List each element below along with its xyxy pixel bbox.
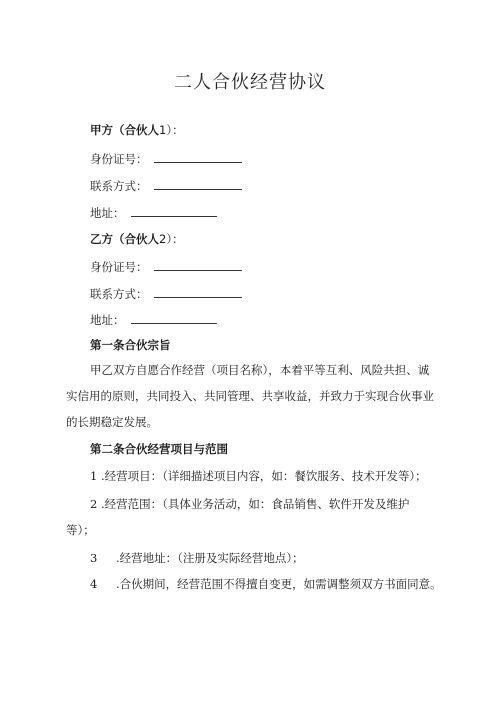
item-number: 4: [90, 577, 98, 591]
party-b-label-tail: 2）：: [159, 232, 184, 246]
item-text: 等）；: [66, 523, 95, 537]
party-b-label: 乙方（合伙人: [90, 232, 159, 246]
party-b-id-row: [90, 258, 242, 275]
item-number: 3: [90, 551, 98, 565]
item-text: .经营地址：（注册及实际经营地点）；: [116, 551, 304, 565]
party-b-address-field[interactable]: [131, 311, 217, 324]
article1-heading: 第一条合伙宗旨: [90, 338, 171, 352]
item-text: .经营项目：（详细描述项目内容，如：餐饮服务、技术开发等）；: [100, 469, 427, 483]
article2-item-2-continued: [66, 522, 95, 538]
article2-item-3: [90, 550, 304, 566]
article1-line-2: 实信用的原则，共同投入、共同管理、共享收益，并致力于实现合伙事业: [66, 389, 434, 403]
party-a-id-label: 身份证号：: [90, 152, 148, 166]
party-a-label: 甲方（合伙人: [90, 123, 159, 137]
article2-heading: 第二条合伙经营项目与范围: [90, 442, 228, 456]
article2-item-2: [90, 496, 409, 512]
article2-item-1: [90, 468, 427, 484]
party-a-heading: [90, 122, 184, 138]
party-a-id-row: [90, 150, 242, 167]
item-number: 2: [90, 497, 98, 511]
party-b-contact-row: [90, 285, 242, 302]
party-a-contact-label: 联系方式：: [90, 179, 148, 193]
party-a-contact-row: [90, 177, 242, 194]
party-b-contact-label: 联系方式：: [90, 287, 148, 301]
item-text: .经营范围：（具体业务活动，如：食品销售、软件开发及维护: [100, 497, 410, 511]
party-a-address-field[interactable]: [131, 204, 217, 217]
article1-line-1: 甲乙双方自愿合作经营（项目名称），本着平等互利、风险共担、诚: [90, 363, 430, 377]
item-text: .合伙期间，经营范围不得擅自变更，如需调整须双方书面同意。: [116, 577, 442, 591]
item-number: 1: [90, 469, 98, 483]
article1-line-3: 的长期稳定发展。: [66, 415, 158, 429]
article2-item-4: [90, 576, 442, 592]
party-b-id-field[interactable]: [154, 258, 242, 271]
document-title: 二人合伙经营协议: [174, 72, 326, 93]
party-a-address-label: 地址：: [90, 206, 125, 220]
party-b-address-label: 地址：: [90, 313, 125, 327]
party-a-contact-field[interactable]: [154, 177, 242, 190]
party-a-address-row: [90, 204, 217, 221]
party-b-address-row: [90, 311, 217, 328]
party-a-label-tail: 1）：: [159, 123, 184, 137]
party-a-id-field[interactable]: [154, 150, 242, 163]
party-b-heading: [90, 231, 184, 247]
party-b-contact-field[interactable]: [154, 285, 242, 298]
party-b-id-label: 身份证号：: [90, 260, 148, 274]
